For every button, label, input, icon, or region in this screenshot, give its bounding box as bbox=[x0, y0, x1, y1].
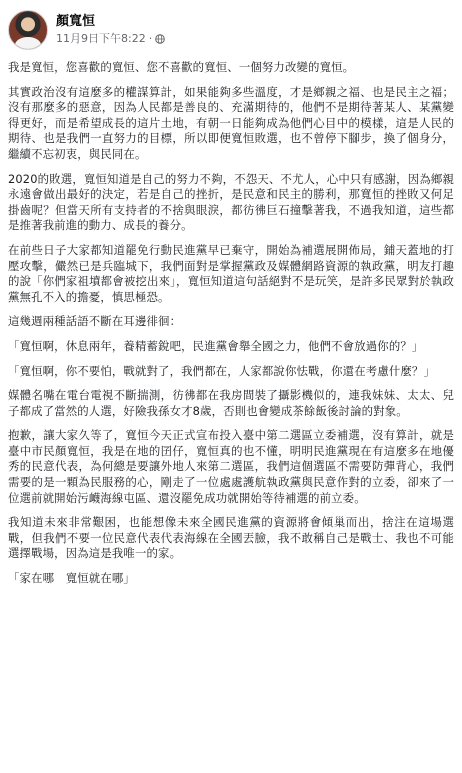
post-header bbox=[8, 10, 165, 50]
post-body bbox=[8, 60, 454, 596]
post-paragraph: 我是寬恒，您喜歡的寬恒、您不喜歡的寬恒、一個努力改變的寬恒。 bbox=[8, 60, 355, 74]
post-paragraph: 這幾週兩種話語不斷在耳邊徘徊： bbox=[8, 314, 182, 329]
post-paragraph: 「寬恒啊，休息兩年，養精蓄銳吧，民進黨會舉全國之力，他們不會放過你的？」 bbox=[8, 338, 424, 353]
globe-icon[interactable] bbox=[155, 34, 165, 44]
post-paragraph: 2020的敗選，寬恒知道是自己的努力不夠，不怨天、不尤人，心中只有感謝，因為鄉親永遠會做出最好的決定，若是自己的挫折，是民意和民主的勝利，那寬恒的挫敗又何足掛齒呢？但當天所有支持者的不捨與眼淚，都彷彿巨石撞擊著我，不過我知道，這些都是推著我前進的動力、成長的養分。 bbox=[8, 171, 454, 233]
post-paragraph: 媒體名嘴在電台電視不斷揣測，彷彿都在我房間裝了攝影機似的，連我妹妹、太太、兒子都成了當然的人選，好險我孫女才8歲，否則也會變成茶餘飯後討論的對象。 bbox=[8, 388, 454, 418]
author-name[interactable]: 顏寬恒 bbox=[56, 14, 96, 29]
post-paragraph: 「寬恒啊，你不要怕，戰就對了，我們都在，人家都說你怯戰，你還在考慮什麼？」 bbox=[8, 363, 436, 378]
separator-dot: · bbox=[148, 32, 153, 45]
post-paragraph: 在前些日子大家都知道罷免行動民進黨早已棄守，開始為補選展開佈局，鋪天蓋地的打壓攻擊，儼然已是兵臨城下，我們面對是掌握黨政及媒體網路資源的執政黨，明友打趣的說「你們家祖墳都會被挖出來」，寬恒知道這句話絕對不是玩笑，是許多民眾對於執政黨無孔不入的擔憂，慎思極恐。 bbox=[8, 242, 454, 304]
post-timeline bbox=[56, 31, 165, 46]
post-timestamp[interactable]: 11月9日下午8:22 bbox=[56, 32, 146, 45]
post-paragraph: 「家在哪 寬恒就在哪」 bbox=[8, 571, 135, 586]
author-avatar[interactable] bbox=[8, 10, 48, 50]
post-paragraph: 抱歉，讓大家久等了，寬恒今天正式宣布投入臺中第二選區立委補選，沒有算計，就是臺中市民顏寬恒，我是在地的囝仔，寬恒真的也不懂，明明民進黨現在有這麼多在地優秀的民意代表，為何總是要讓外地人來第二選區，我們這個選區不需要防彈背心，我們需要的是一顆為民服務的心，剛走了一位處處護航執政黨與民意作對的立委，卻來了一位選前就開始污衊海線屯區、還沒罷免成功就開始等待補選的前立委。 bbox=[8, 428, 454, 505]
post-meta bbox=[56, 14, 165, 46]
post-paragraph: 我知道未來非常艱困，也能想像未來全國民進黨的資源將會傾巢而出，捨注在這場選戰，但我們不要一位民意代表代表海線在全國丟臉，我不敢稱自己是戰士、我也不可能選擇戰場，因為這是我唯一的家。 bbox=[8, 515, 454, 561]
post-paragraph: 其實政治沒有這麼多的權謀算計，如果能夠多些溫度，才是鄉親之福、也是民主之福；沒有那麼多的惡意，因為人民都是善良的、充滿期待的，他們不是期待著某人、某黨變得更好，而是希望成長的這片土地，有朝一日能夠成為他們心目中的模樣，這是人民的期待、也是我們一直努力的目標，所以即便寬恒敗選，也不曾停下腳步，換了個身分，繼續不忘初衷，與民同在。 bbox=[8, 84, 454, 161]
